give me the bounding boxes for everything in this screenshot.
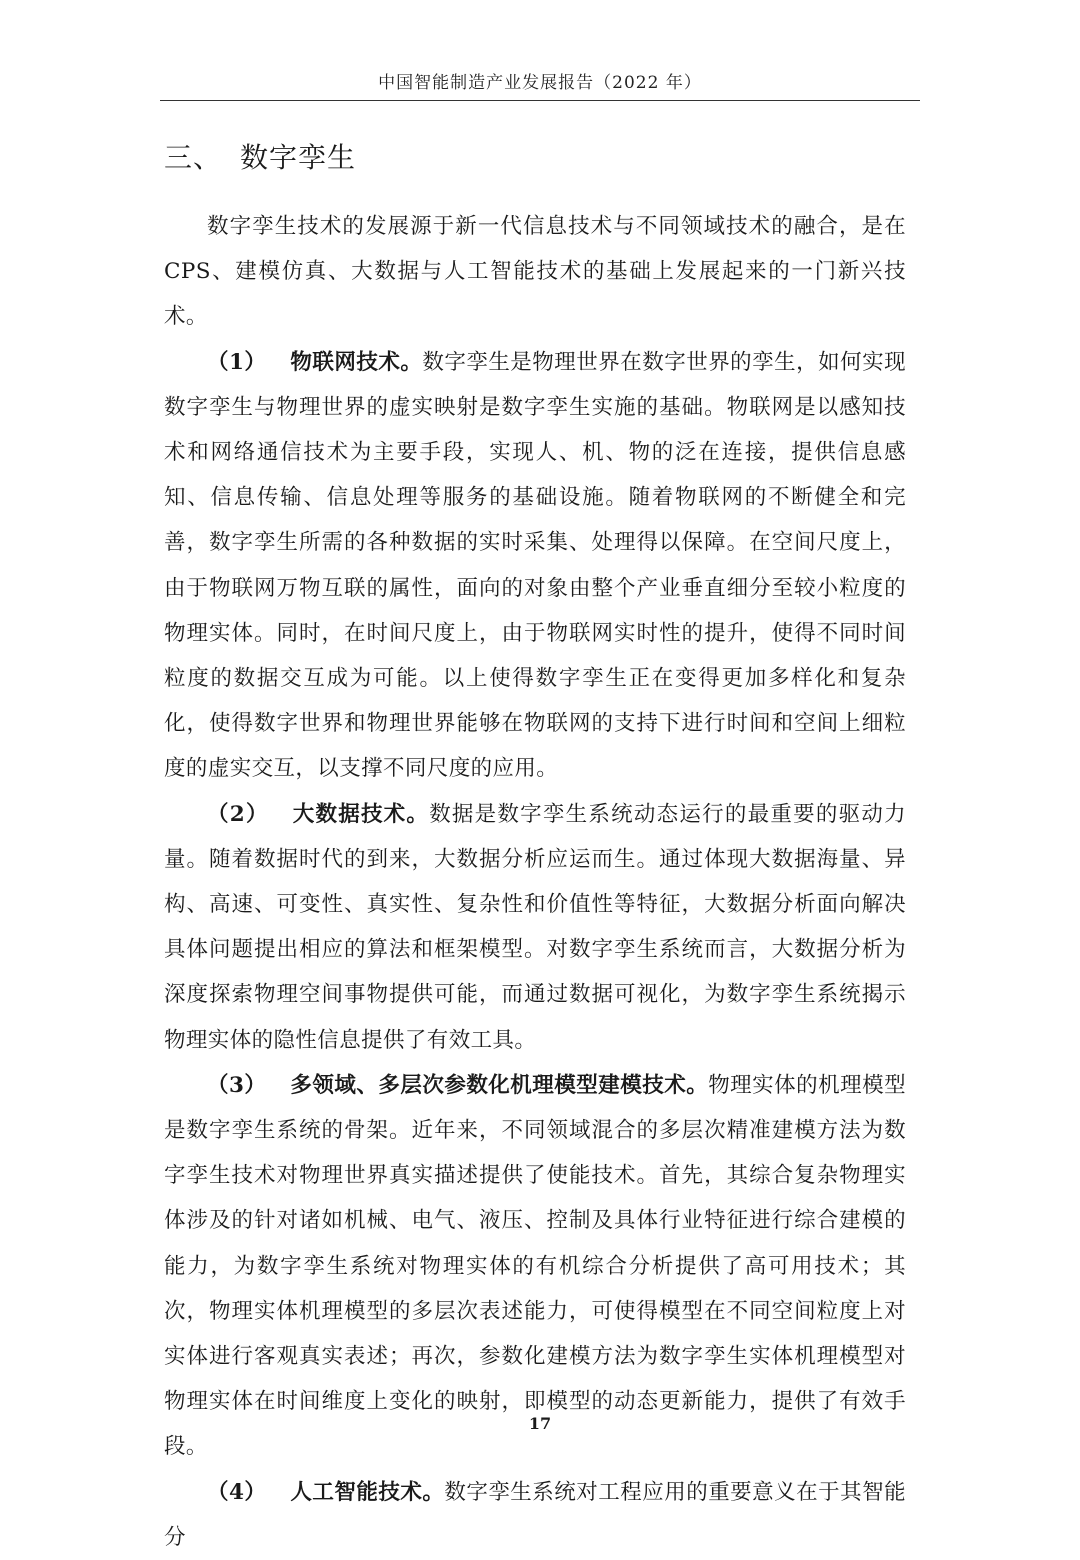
item-title: 人工智能技术。	[290, 1479, 445, 1505]
section-number: 三、	[164, 141, 223, 174]
page-number: 17	[528, 1414, 552, 1433]
item-title: 大数据技术。	[292, 801, 430, 827]
item-paragraph-ai	[164, 1470, 906, 1560]
item-text: 数字孪生系统对工程应用的重要意义在于其智能分	[164, 1479, 906, 1550]
item-text: 数据是数字孪生系统动态运行的最重要的驱动力量。随着数据时代的到来，大数据分析应运而生。通过体现大数据海量、异构、高速、可变性、真实性、复杂性和价值性等特征，大数据分析面向解决具体问题提出相应的算法和框架模型。对数字孪生系统而言，大数据分析为深度探索物理空间事物提供可能，而通过数据可视化，为数字孪生系统揭示物理实体的隐性信息提供了有效工具。	[164, 801, 906, 1053]
item-text: 物理实体的机理模型是数字孪生系统的骨架。近年来，不同领域混合的多层次精准建模方法为数字孪生技术对物理世界真实描述提供了使能技术。首先，其综合复杂物理实体涉及的针对诸如机械、电气、液压、控制及具体行业特征进行综合建模的能力，为数字孪生系统对物理实体的有机综合分析提供了高可用技术；其次，物理实体机理模型的多层次表述能力，可使得模型在不同空间粒度上对实体进行客观真实表述；再次，参数化建模方法为数字孪生实体机理模型对物理实体在时间维度上变化的映射，即模型的动态更新能力，提供了有效手段。	[164, 1072, 906, 1460]
running-header: 中国智能制造产业发展报告（2022 年）	[378, 73, 702, 93]
item-title: 物联网技术。	[290, 349, 423, 375]
item-paragraph-iot	[164, 340, 906, 792]
section-heading	[164, 138, 356, 178]
item-label	[207, 802, 429, 827]
item-index: （1）	[207, 349, 267, 375]
item-label	[207, 1073, 708, 1098]
body-text	[164, 204, 906, 1560]
item-label	[207, 1480, 444, 1505]
section-title: 数字孪生	[240, 141, 357, 174]
item-title: 多领域、多层次参数化机理模型建模技术。	[290, 1072, 709, 1098]
header-rule	[160, 100, 920, 101]
item-paragraph-modeling	[164, 1063, 906, 1470]
item-index: （3）	[207, 1072, 267, 1098]
intro-paragraph: 数字孪生技术的发展源于新一代信息技术与不同领域技术的融合，是在CPS、建模仿真、大数据与人工智能技术的基础上发展起来的一门新兴技术。	[164, 214, 906, 330]
item-text: 数字孪生是物理世界在数字世界的孪生，如何实现数字孪生与物理世界的虚实映射是数字孪生实施的基础。物联网是以感知技术和网络通信技术为主要手段，实现人、机、物的泛在连接，提供信息感知、信息传输、信息处理等服务的基础设施。随着物联网的不断健全和完善，数字孪生所需的各种数据的实时采集、处理得以保障。在空间尺度上，由于物联网万物互联的属性，面向的对象由整个产业垂直细分至较小粒度的物理实体。同时，在时间尺度上，由于物联网实时性的提升，使得不同时间粒度的数据交互成为可能。以上使得数字孪生正在变得更加多样化和复杂化，使得数字世界和物理世界能够在物联网的支持下进行时间和空间上细粒度的虚实交互，以支撑不同尺度的应用。	[164, 349, 906, 782]
item-index: （2）	[207, 801, 269, 827]
item-index: （4）	[207, 1479, 267, 1505]
item-paragraph-bigdata	[164, 792, 906, 1063]
item-label	[207, 350, 422, 375]
